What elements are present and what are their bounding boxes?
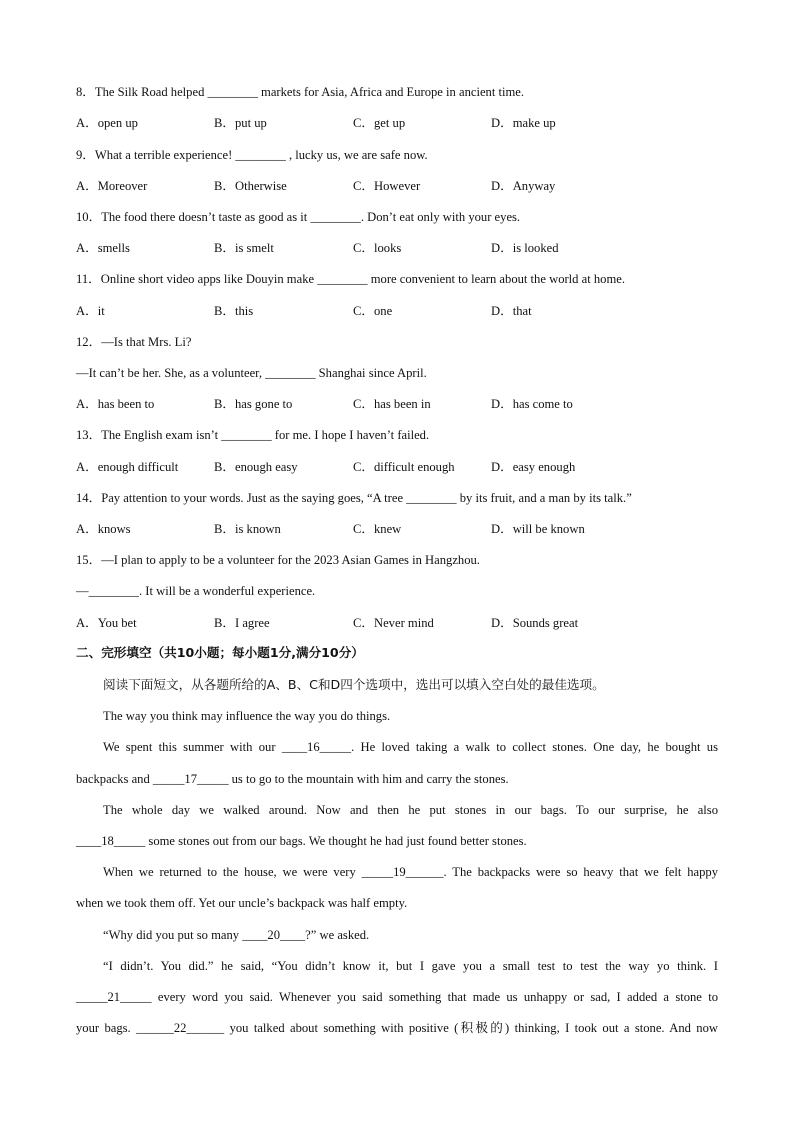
options-9 (76, 178, 716, 194)
passage-line: We spent this summer with our ____16_____. He loved taking a walk to collect stones. One day, he bought us (103, 740, 718, 754)
option-b[interactable]: B．has gone to (214, 397, 293, 411)
passage-line: “Why did you put so many ____20____?” we asked. (103, 928, 370, 942)
option-a[interactable]: A．open up (76, 116, 138, 130)
option-d[interactable]: D．Sounds great (491, 616, 579, 630)
option-c[interactable]: C．knew (353, 522, 402, 536)
section-heading: 二、完形填空（共10小题；每小题1分,满分10分） (76, 645, 364, 660)
option-b[interactable]: B．I agree (214, 616, 270, 630)
passage-line: The way you think may influence the way you do things. (103, 709, 391, 723)
option-b[interactable]: B．is smelt (214, 241, 274, 255)
section-instruction: 阅读下面短文，从各题所给的A、B、C和D四个选项中，选出可以填入空白处的最佳选项。 (103, 677, 605, 692)
option-a[interactable]: A．You bet (76, 616, 137, 630)
question-14: 14．Pay attention to your words. Just as the saying goes, “A tree ________ by its fruit, and a man by its talk.” (76, 491, 632, 505)
options-12 (76, 396, 716, 412)
question-11: 11．Online short video apps like Douyin make ________ more convenient to learn about the world at home. (76, 272, 625, 286)
option-b[interactable]: B．put up (214, 116, 267, 130)
option-c[interactable]: C．However (353, 179, 421, 193)
option-d[interactable]: D．easy enough (491, 460, 576, 474)
question-12-reply: —It can’t be her. She, as a volunteer, ________ Shanghai since April. (76, 366, 427, 380)
option-a[interactable]: A．has been to (76, 397, 155, 411)
option-b[interactable]: B．this (214, 304, 254, 318)
option-b[interactable]: B．is known (214, 522, 281, 536)
passage-line: When we returned to the house, we were very _____19______. The backpacks were so heavy that we felt happy (103, 865, 718, 879)
question-12: 12．—Is that Mrs. Li? (76, 335, 192, 349)
options-13 (76, 459, 716, 475)
option-a[interactable]: A．it (76, 304, 105, 318)
option-d[interactable]: D．has come to (491, 397, 573, 411)
passage-line: _____21_____ every word you said. Whenever you said something that made us unhappy or sad, I added a stone to (76, 990, 718, 1004)
option-d[interactable]: D．is looked (491, 241, 559, 255)
question-10: 10．The food there doesn’t taste as good as it ________. Don’t eat only with your eyes. (76, 210, 521, 224)
options-8 (76, 115, 716, 131)
option-d[interactable]: D．Anyway (491, 179, 556, 193)
option-b[interactable]: B．Otherwise (214, 179, 287, 193)
option-b[interactable]: B．enough easy (214, 460, 298, 474)
option-d[interactable]: D．make up (491, 116, 556, 130)
options-14 (76, 521, 716, 537)
option-c[interactable]: C．difficult enough (353, 460, 455, 474)
question-15-reply: —________. It will be a wonderful experience. (76, 584, 316, 598)
passage-line: “I didn’t. You did.” he said, “You didn’t know it, but I gave you a small test to test the way yo think. I (103, 959, 718, 973)
option-c[interactable]: C．Never mind (353, 616, 434, 630)
question-9: 9．What a terrible experience! ________ , lucky us, we are safe now. (76, 148, 428, 162)
passage-line: when we took them off. Yet our uncle’s backpack was half empty. (76, 896, 408, 910)
question-15: 15．—I plan to apply to be a volunteer for the 2023 Asian Games in Hangzhou. (76, 553, 480, 567)
option-a[interactable]: A．Moreover (76, 179, 148, 193)
option-d[interactable]: D．will be known (491, 522, 585, 536)
options-15 (76, 615, 716, 631)
option-c[interactable]: C．has been in (353, 397, 431, 411)
passage-line: ____18_____ some stones out from our bags. We thought he had just found better stones. (76, 834, 527, 848)
question-8: 8．The Silk Road helped ________ markets for Asia, Africa and Europe in ancient time. (76, 85, 525, 99)
option-c[interactable]: C．one (353, 304, 393, 318)
options-11 (76, 303, 716, 319)
option-c[interactable]: C．looks (353, 241, 402, 255)
option-a[interactable]: A．enough difficult (76, 460, 179, 474)
option-d[interactable]: D．that (491, 304, 532, 318)
option-a[interactable]: A．knows (76, 522, 131, 536)
options-10 (76, 240, 716, 256)
option-a[interactable]: A．smells (76, 241, 130, 255)
passage-line: your bags. ______22______ you talked about something with positive (积极的) thinking, I took out a stone. And now (76, 1021, 718, 1035)
question-13: 13．The English exam isn’t ________ for me. I hope I haven’t failed. (76, 428, 430, 442)
passage-line: backpacks and _____17_____ us to go to the mountain with him and carry the stones. (76, 772, 509, 786)
option-c[interactable]: C．get up (353, 116, 406, 130)
passage-line: The whole day we walked around. Now and then he put stones in our bags. To our surprise, he also (103, 803, 718, 817)
